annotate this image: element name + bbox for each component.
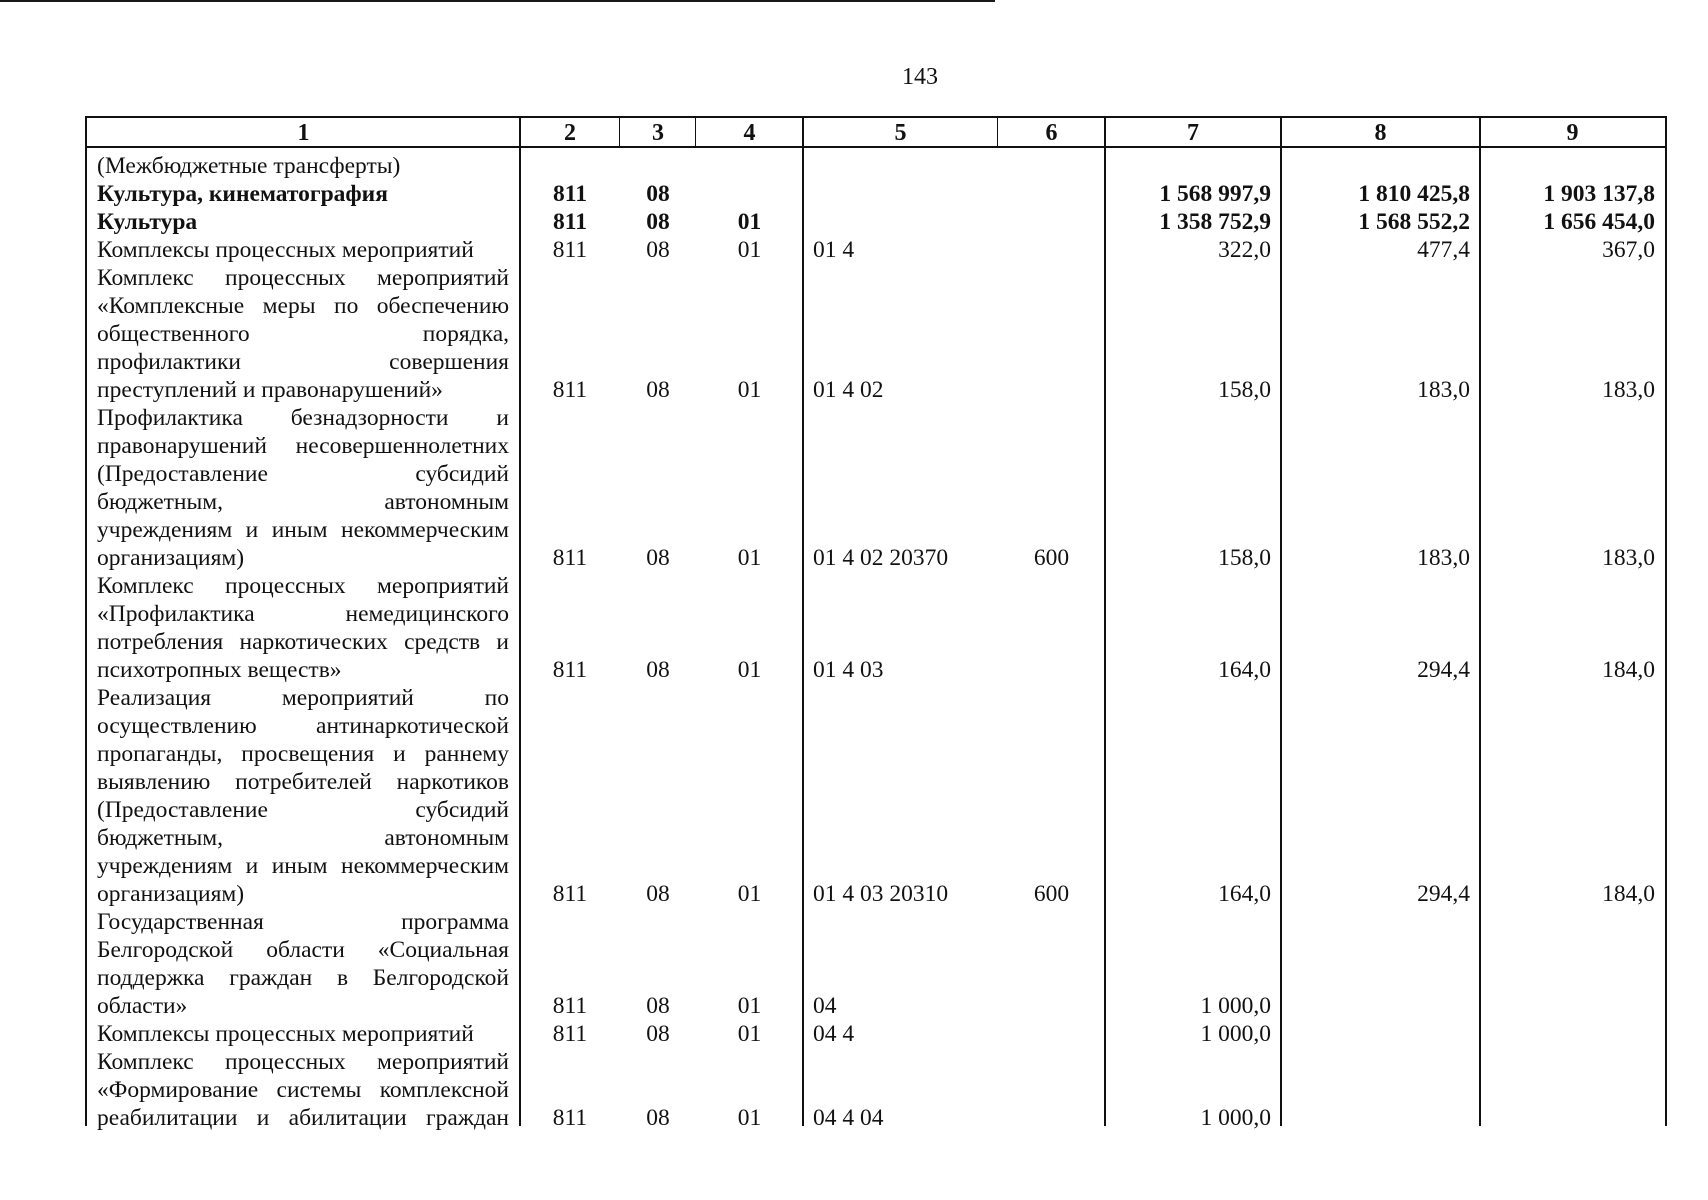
column-header-9: 9 bbox=[1566, 120, 1579, 146]
row-description-line: Комплекс процессных мероприятий bbox=[97, 1049, 509, 1075]
cell-amount-9: 1 903 137,8 bbox=[1543, 181, 1655, 207]
cell-amount-7: 164,0 bbox=[1218, 657, 1271, 683]
cell-code-4: 01 bbox=[737, 1105, 762, 1131]
row-description-line: (Предоставление субсидий bbox=[97, 461, 509, 487]
cell-amount-7: 1 000,0 bbox=[1200, 1021, 1271, 1047]
column-divider bbox=[695, 118, 696, 148]
cell-code-6: 600 bbox=[1033, 881, 1070, 907]
cell-amount-7: 158,0 bbox=[1218, 377, 1271, 403]
row-description-line: Белгородской области «Социальная bbox=[97, 937, 509, 963]
cell-code-5: 04 bbox=[813, 993, 837, 1019]
row-description-line: профилактики совершения bbox=[97, 349, 509, 375]
row-description-line: Государственная программа bbox=[97, 909, 509, 935]
cell-code-6: 600 bbox=[1033, 545, 1070, 571]
cell-code-3: 08 bbox=[646, 181, 670, 207]
row-description-line: Комплексы процессных мероприятий bbox=[97, 1021, 474, 1047]
column-divider bbox=[519, 118, 521, 1126]
row-description-line: выявлению потребителей наркотиков bbox=[97, 769, 509, 795]
cell-amount-7: 1 000,0 bbox=[1200, 993, 1271, 1019]
row-description-line: реабилитации и абилитации граждан bbox=[97, 1105, 509, 1131]
row-description-line: «Комплексные меры по обеспечению bbox=[97, 293, 509, 319]
cell-amount-7: 164,0 bbox=[1218, 881, 1271, 907]
cell-code-5: 01 4 02 20370 bbox=[813, 545, 949, 571]
cell-code-2: 811 bbox=[552, 377, 588, 403]
row-description-line: Профилактика безнадзорности и bbox=[97, 405, 509, 431]
cell-code-2: 811 bbox=[552, 1021, 588, 1047]
cell-code-4: 01 bbox=[737, 377, 762, 403]
scan-edge-rule bbox=[0, 0, 995, 2]
cell-code-2: 811 bbox=[552, 881, 588, 907]
cell-amount-8: 477,4 bbox=[1417, 237, 1470, 263]
cell-code-5: 01 4 03 bbox=[813, 657, 884, 683]
row-description-line: преступлений и правонарушений» bbox=[97, 377, 443, 403]
row-description-line: бюджетным, автономным bbox=[97, 489, 509, 515]
cell-amount-7: 1 568 997,9 bbox=[1159, 181, 1271, 207]
column-divider bbox=[997, 118, 998, 148]
table-header-row bbox=[87, 118, 1665, 148]
row-description-line: области» bbox=[97, 993, 188, 1019]
row-description-line: Комплекс процессных мероприятий bbox=[97, 265, 509, 291]
cell-amount-9: 183,0 bbox=[1602, 377, 1655, 403]
cell-code-2: 811 bbox=[553, 209, 587, 235]
row-description-line: Комплексы процессных мероприятий bbox=[97, 237, 474, 263]
cell-amount-8: 1 810 425,8 bbox=[1358, 181, 1470, 207]
row-description-line: общественного порядка, bbox=[97, 321, 509, 347]
cell-amount-7: 322,0 bbox=[1218, 237, 1271, 263]
column-divider bbox=[1280, 118, 1282, 1126]
cell-code-2: 811 bbox=[553, 181, 587, 207]
cell-code-4: 01 bbox=[737, 209, 762, 235]
row-description-line: организациям) bbox=[97, 881, 245, 907]
row-description-line: учреждениям и иным некоммерческим bbox=[97, 517, 509, 543]
cell-code-4: 01 bbox=[737, 993, 762, 1019]
row-description-line: (Межбюджетные трансферты) bbox=[97, 153, 401, 179]
budget-table bbox=[85, 116, 1667, 1131]
cell-code-3: 08 bbox=[646, 377, 670, 403]
row-description-line: поддержка граждан в Белгородской bbox=[97, 965, 509, 991]
cell-code-3: 08 bbox=[646, 1105, 670, 1131]
row-description-line: пропаганды, просвещения и раннему bbox=[97, 741, 509, 767]
row-description-line: психотропных веществ» bbox=[97, 657, 342, 683]
column-divider bbox=[802, 118, 804, 1126]
cell-code-3: 08 bbox=[646, 1021, 670, 1047]
cell-code-2: 811 bbox=[552, 657, 588, 683]
cell-code-2: 811 bbox=[552, 237, 588, 263]
cell-code-3: 08 bbox=[646, 545, 670, 571]
cell-code-4: 01 bbox=[737, 657, 762, 683]
cell-code-2: 811 bbox=[552, 545, 588, 571]
column-header-3: 3 bbox=[652, 120, 664, 146]
column-divider bbox=[1104, 118, 1106, 1126]
row-description-line: бюджетным, автономным bbox=[97, 825, 509, 851]
row-description-line: правонарушений несовершеннолетних bbox=[97, 433, 509, 459]
cell-code-3: 08 bbox=[646, 209, 670, 235]
column-header-5: 5 bbox=[894, 120, 907, 146]
row-description-line: организациям) bbox=[97, 545, 245, 571]
row-description-line: учреждениям и иным некоммерческим bbox=[97, 853, 509, 879]
cell-code-2: 811 bbox=[552, 993, 588, 1019]
row-description-line: «Формирование системы комплексной bbox=[97, 1077, 509, 1103]
row-description-line: (Предоставление субсидий bbox=[97, 797, 509, 823]
row-description-line: осуществлению антинаркотической bbox=[97, 713, 509, 739]
cell-code-3: 08 bbox=[646, 881, 670, 907]
page-number: 143 bbox=[902, 64, 938, 90]
column-header-6: 6 bbox=[1045, 120, 1058, 146]
cell-code-5: 01 4 bbox=[813, 237, 855, 263]
cell-code-5: 01 4 02 bbox=[813, 377, 884, 403]
row-description-line: потребления наркотических средств и bbox=[97, 629, 509, 655]
column-header-2: 2 bbox=[564, 120, 576, 146]
row-description-line: Реализация мероприятий по bbox=[97, 685, 509, 711]
cell-amount-9: 184,0 bbox=[1602, 657, 1655, 683]
cell-amount-8: 294,4 bbox=[1417, 881, 1470, 907]
row-description-line: Культура bbox=[97, 209, 198, 235]
cell-amount-8: 183,0 bbox=[1417, 545, 1470, 571]
column-divider bbox=[1479, 118, 1481, 1126]
column-header-4: 4 bbox=[743, 120, 756, 146]
cell-amount-9: 367,0 bbox=[1602, 237, 1655, 263]
cell-code-4: 01 bbox=[737, 237, 762, 263]
column-header-7: 7 bbox=[1187, 120, 1199, 146]
row-description-line: Комплекс процессных мероприятий bbox=[97, 573, 509, 599]
cell-code-5: 01 4 03 20310 bbox=[813, 881, 949, 907]
row-description-line: Культура, кинематография bbox=[97, 181, 388, 207]
cell-amount-8: 1 568 552,2 bbox=[1358, 209, 1470, 235]
cell-code-2: 811 bbox=[552, 1105, 588, 1131]
cell-code-3: 08 bbox=[646, 657, 670, 683]
cell-amount-9: 184,0 bbox=[1602, 881, 1655, 907]
cell-amount-8: 294,4 bbox=[1417, 657, 1470, 683]
cell-amount-7: 1 358 752,9 bbox=[1159, 209, 1271, 235]
cell-code-4: 01 bbox=[737, 545, 762, 571]
cell-code-5: 04 4 bbox=[813, 1021, 855, 1047]
cell-amount-9: 183,0 bbox=[1602, 545, 1655, 571]
cell-amount-7: 1 000,0 bbox=[1200, 1105, 1271, 1131]
column-header-8: 8 bbox=[1374, 120, 1387, 146]
column-divider bbox=[619, 118, 620, 148]
cell-code-4: 01 bbox=[737, 1021, 762, 1047]
row-description-line: «Профилактика немедицинского bbox=[97, 601, 509, 627]
column-header-1: 1 bbox=[297, 120, 310, 146]
cell-amount-7: 158,0 bbox=[1218, 545, 1271, 571]
cell-code-5: 04 4 04 bbox=[813, 1105, 884, 1131]
cell-code-4: 01 bbox=[737, 881, 762, 907]
cell-code-3: 08 bbox=[646, 993, 670, 1019]
cell-amount-8: 183,0 bbox=[1417, 377, 1470, 403]
cell-amount-9: 1 656 454,0 bbox=[1543, 209, 1655, 235]
cell-code-3: 08 bbox=[646, 237, 670, 263]
